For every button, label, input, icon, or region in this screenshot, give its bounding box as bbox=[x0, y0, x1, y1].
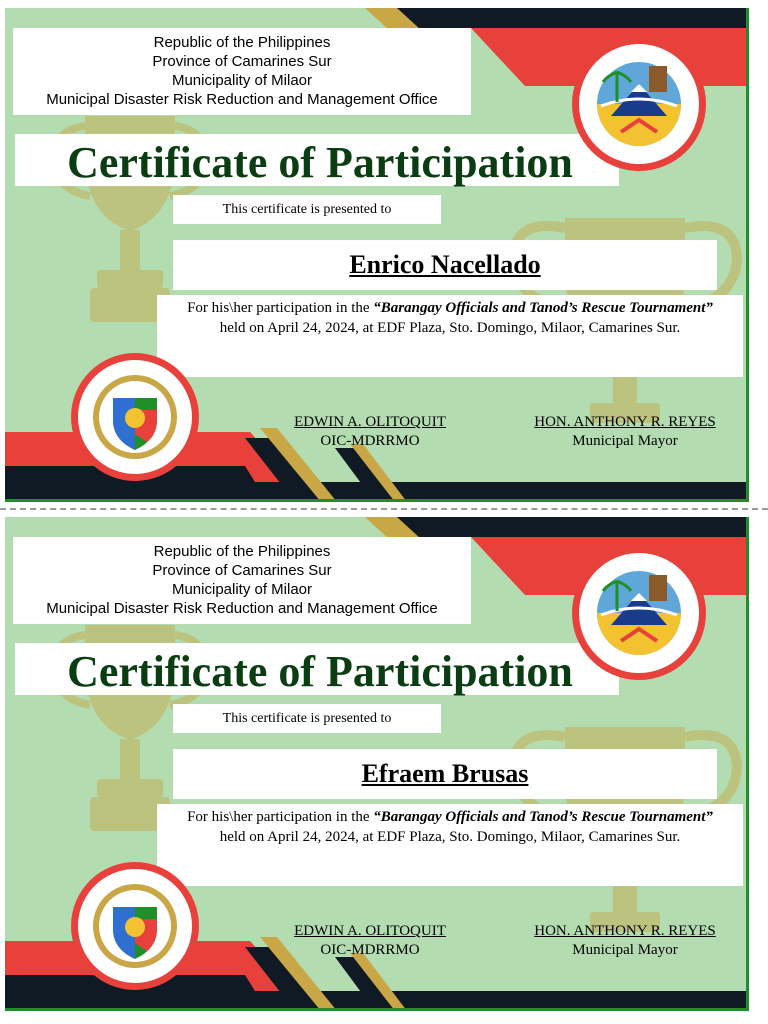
presented-to-label: This certificate is presented to bbox=[173, 195, 441, 224]
certificate-2 bbox=[5, 517, 749, 1011]
signatory-name: EDWIN A. OLITOQUIT bbox=[294, 923, 446, 939]
signatory-mdrrmo bbox=[280, 922, 460, 960]
header-box bbox=[13, 537, 471, 624]
page-separator bbox=[0, 508, 768, 514]
signatory-title: OIC-MDRRMO bbox=[320, 942, 420, 958]
title-box bbox=[15, 643, 619, 695]
mdrrmo-seal bbox=[67, 861, 203, 991]
signatory-name: HON. ANTHONY R. REYES bbox=[534, 414, 716, 430]
municipality-seal bbox=[571, 36, 707, 172]
description-prefix: For his\her participation in the bbox=[187, 809, 374, 825]
participation-description bbox=[157, 804, 743, 886]
signatory-mayor bbox=[517, 413, 733, 451]
signatory-title: OIC-MDRRMO bbox=[320, 433, 420, 449]
signatory-mdrrmo bbox=[280, 413, 460, 451]
signatory-title: Municipal Mayor bbox=[572, 942, 678, 958]
event-name: “Barangay Officials and Tanod’s Rescue Tournament” bbox=[373, 809, 713, 825]
header-line-municipality: Municipality of Milaor bbox=[171, 72, 313, 89]
description-suffix: held on April 24, 2024, at EDF Plaza, Sto. Domingo, Milaor, Camarines Sur. bbox=[219, 829, 681, 845]
certificate-1 bbox=[5, 8, 749, 502]
mdrrmo-seal bbox=[67, 352, 203, 482]
signatory-name: EDWIN A. OLITOQUIT bbox=[294, 414, 446, 430]
header-line-republic: Republic of the Philippines bbox=[153, 543, 331, 560]
participation-description bbox=[157, 295, 743, 377]
municipality-seal bbox=[571, 545, 707, 681]
recipient-name: Efraem Brusas bbox=[173, 749, 717, 799]
header-line-municipality: Municipality of Milaor bbox=[171, 581, 313, 598]
description-suffix: held on April 24, 2024, at EDF Plaza, Sto. Domingo, Milaor, Camarines Sur. bbox=[219, 320, 681, 336]
presented-to-label: This certificate is presented to bbox=[173, 704, 441, 733]
header-line-office: Municipal Disaster Risk Reduction and Management Office bbox=[46, 600, 438, 617]
header-line-republic: Republic of the Philippines bbox=[153, 34, 331, 51]
event-name: “Barangay Officials and Tanod’s Rescue Tournament” bbox=[373, 300, 713, 316]
header-line-province: Province of Camarines Sur bbox=[152, 562, 332, 579]
header-line-province: Province of Camarines Sur bbox=[152, 53, 332, 70]
header-box bbox=[13, 28, 471, 115]
header-line-office: Municipal Disaster Risk Reduction and Management Office bbox=[46, 91, 438, 108]
signatory-name: HON. ANTHONY R. REYES bbox=[534, 923, 716, 939]
certificate-title: Certificate of Participation bbox=[67, 647, 573, 696]
recipient-name: Enrico Nacellado bbox=[173, 240, 717, 290]
signatory-title: Municipal Mayor bbox=[572, 433, 678, 449]
signatory-mayor bbox=[517, 922, 733, 960]
description-prefix: For his\her participation in the bbox=[187, 300, 374, 316]
title-box bbox=[15, 134, 619, 186]
certificate-title: Certificate of Participation bbox=[67, 138, 573, 187]
